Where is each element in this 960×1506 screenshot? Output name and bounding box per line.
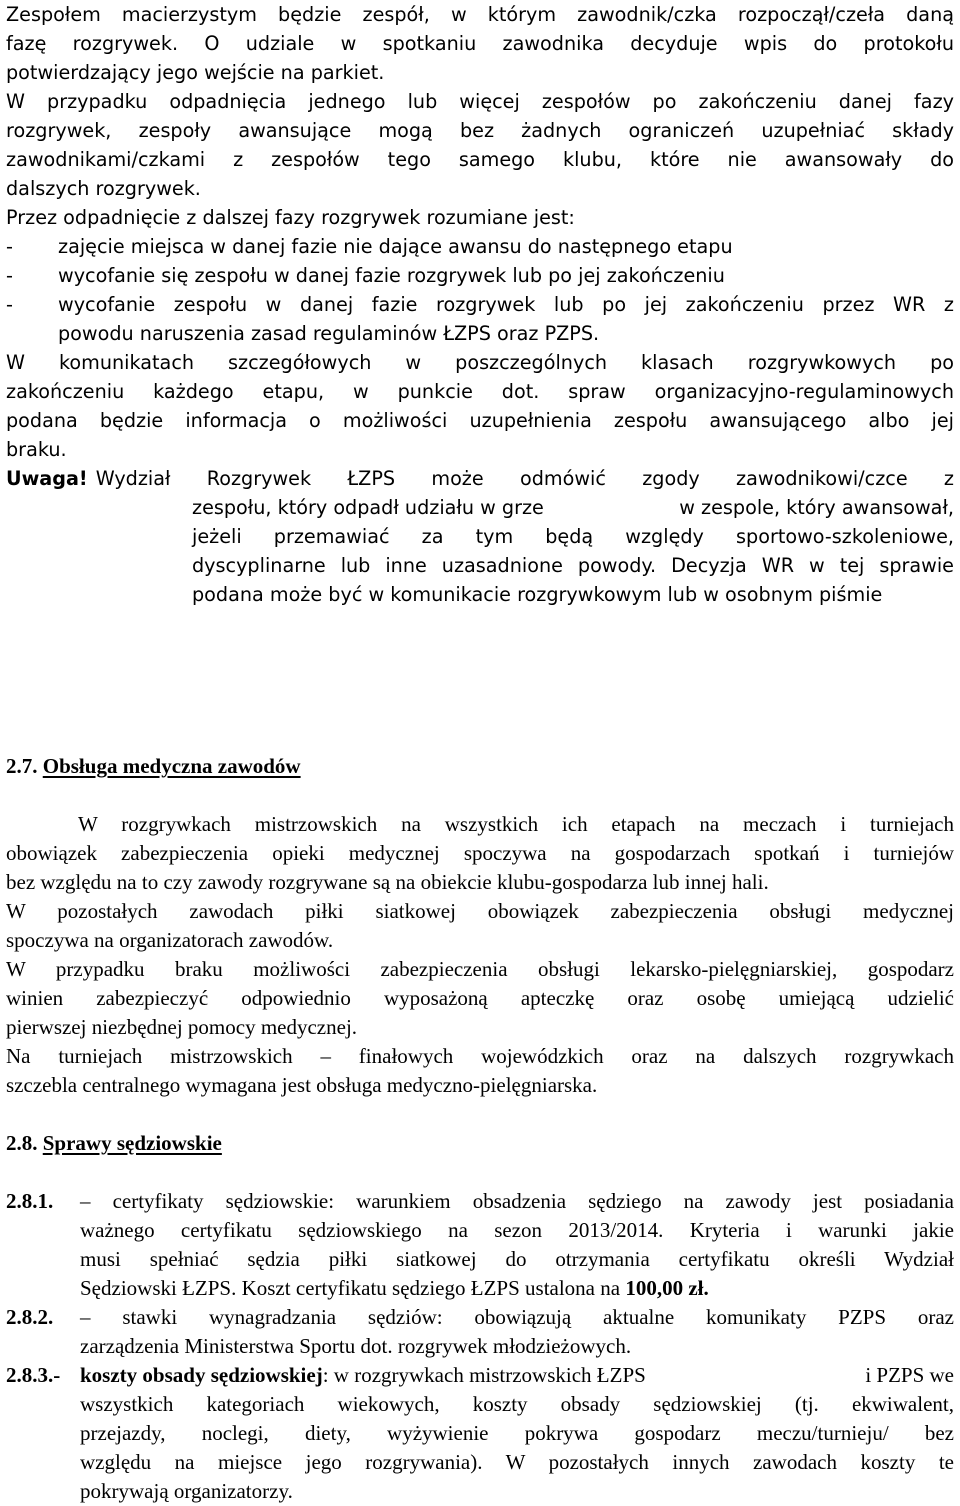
bold-lead: koszty obsady sędziowskiej <box>80 1363 323 1387</box>
text-line <box>80 1361 646 1390</box>
text-line: przejazdy, noclegi, diety, wyżywienie pokrywa gospodarz meczu/turnieju/ bez <box>80 1421 954 1445</box>
text-line: względu na miejsce jego rozgrywania). W pozostałych innych zawodach koszty te <box>80 1450 954 1474</box>
text-line: powodu naruszenia zasad regulaminów ŁZPS oraz PZPS. <box>58 322 600 345</box>
text-line <box>80 1274 954 1303</box>
text-line: winien zabezpieczyć odpowiednio wyposażoną apteczkę oraz osobę umiejącą udzielić <box>6 986 954 1010</box>
certificate-cost: 100,00 zł. <box>625 1276 709 1300</box>
text-line: w zespole, który awansował, <box>679 496 954 519</box>
text-line: podana będzie informacja o możliwości uzupełnienia zespołu awansującego albo jej <box>6 409 954 432</box>
list-text <box>58 290 954 348</box>
text-line: zawodnikami/czkami z zespołów tego samego klubu, które nie awansowały do <box>6 148 954 171</box>
text-line: Na turniejach mistrzowskich – finałowych wojewódzkich oraz na dalszych rozgrywkach <box>6 1044 954 1068</box>
text-fragment: i PZPS we <box>865 1363 954 1387</box>
list-text: zajęcie miejsca w danej fazie nie dające awansu do następnego etapu <box>58 235 733 258</box>
text-line: wycofanie zespołu w danej fazie rozgrywek lub po jej zakończeniu przez WR z <box>58 293 954 316</box>
text-line: zarządzenia Ministerstwa Sportu dot. rozgrywek młodzieżowych. <box>80 1334 632 1358</box>
paragraph-medical-3 <box>6 955 954 1042</box>
text-line: Wydział Rozgrywek ŁZPS może odmówić zgody zawodnikowi/czce z <box>95 467 954 490</box>
paragraph-medical-4 <box>6 1042 954 1100</box>
text-fragment: : w rozgrywkach mistrzowskich ŁZPS <box>322 1363 646 1387</box>
text-line: W przypadku odpadnięcia jednego lub więcej zespołów po zakończeniu danej fazy <box>6 90 954 113</box>
text-line: rozgrywek, zespoły awansujące mogą bez żadnych ograniczeń uzupełniać składy <box>6 119 954 142</box>
paragraph-komunikat <box>6 348 954 464</box>
subsection-2-8-1 <box>6 1187 954 1303</box>
list-dash: - <box>6 235 13 258</box>
list-text: wycofanie się zespołu w danej fazie rozgrywek lub po jej zakończeniu <box>58 264 725 287</box>
text-line: potwierdzający jego wejście na parkiet. <box>6 61 385 84</box>
text-line: braku. <box>6 438 67 461</box>
section-heading-2-7 <box>6 752 301 781</box>
text-line: zespołu, który odpadł udziału w grze <box>192 496 544 519</box>
uwaga-note <box>6 464 954 609</box>
subsection-2-8-2 <box>6 1303 954 1361</box>
subsection-number: 2.8.1. <box>6 1189 54 1213</box>
text-line: W rozgrywkach mistrzowskich na wszystkich ich etapach na meczach i turniejach <box>78 812 954 836</box>
section-title: Sprawy sędziowskie <box>42 1131 222 1155</box>
list-dash: - <box>6 293 13 316</box>
text-line: zakończeniu każdego etapu, w punkcie dot. spraw organizacyjno-regulaminowych <box>6 380 954 403</box>
text-line: spoczywa na organizatorach zawodów. <box>6 928 334 952</box>
text-line: W komunikatach szczegółowych w poszczególnych klasach rozgrywkowych po <box>6 351 954 374</box>
section-title: Obsługa medyczna zawodów <box>42 754 301 778</box>
subsection-number: 2.8.2. <box>6 1305 54 1329</box>
text-line: fazę rozgrywek. O udziale w spotkaniu zawodnika decyduje wpis do protokołu <box>6 32 954 55</box>
paragraph-medical-1 <box>6 810 954 897</box>
text-fragment: Sędziowski ŁZPS. Koszt certyfikatu sędziego ŁZPS ustalona na <box>80 1276 621 1300</box>
text-line: – certyfikaty sędziowskie: warunkiem obsadzenia sędziego na zawody jest posiadania <box>80 1189 954 1213</box>
text-line: dalszych rozgrywek. <box>6 177 201 200</box>
text-line: szczebla centralnego wymagana jest obsługa medyczno-pielęgniarska. <box>6 1073 598 1097</box>
uwaga-label: Uwaga! <box>6 467 88 490</box>
paragraph-home-team <box>6 0 954 87</box>
text-line: obowiązek zabezpieczenia opieki medycznej spoczywa na gospodarzach spotkań i turniejów <box>6 841 954 865</box>
section-number: 2.7. <box>6 754 38 778</box>
list-dash: - <box>6 264 13 287</box>
text-line: bez względu na to czy zawody rozgrywane są na obiekcie klubu-gospodarza lub innej hali. <box>6 870 769 894</box>
text-line: ważnego certyfikatu sędziowskiego na sezon 2013/2014. Kryteria i warunki jakie <box>80 1218 954 1242</box>
text-line: pierwszej niezbędnej pomocy medycznej. <box>6 1015 358 1039</box>
subsection-number: 2.8.3.- <box>6 1363 61 1387</box>
text-line: – stawki wynagradzania sędziów: obowiązują aktualne komunikaty PZPS oraz <box>80 1305 954 1329</box>
text-line: podana może być w komunikacie rozgrywkowym lub w osobnym piśmie <box>192 583 883 606</box>
text-line: musi spełniać sędzia piłki siatkowej do otrzymania certyfikatu określi Wydział <box>80 1247 954 1271</box>
paragraph-medical-2 <box>6 897 954 955</box>
text-line: wszystkich kategoriach wiekowych, koszty obsady sędziowskiej (tj. ekwiwalent, <box>80 1392 954 1416</box>
section-heading-2-8 <box>6 1129 222 1158</box>
text-line: W pozostałych zawodach piłki siatkowej obowiązek zabezpieczenia obsługi medycznej <box>6 899 954 923</box>
paragraph-definition-intro <box>6 203 954 232</box>
text-line: W przypadku braku możliwości zabezpieczenia obsługi lekarsko-pielęgniarskiej, gospodarz <box>6 957 954 981</box>
list-item <box>6 290 954 350</box>
text-line: Zespołem macierzystym będzie zespół, w którym zawodnik/czka rozpoczął/czeła daną <box>6 3 954 26</box>
text-line: pokrywają organizatorzy. <box>80 1479 293 1503</box>
subsection-2-8-3 <box>6 1361 954 1506</box>
paragraph-elimination <box>6 87 954 203</box>
section-number: 2.8. <box>6 1131 38 1155</box>
text-line: jeżeli przemawiać za tym będą względy sportowo-szkoleniowe, <box>192 525 954 548</box>
text-line: dyscyplinarne lub inne uzasadnione powody. Decyzja WR w tej sprawie <box>192 554 954 577</box>
text-line: Przez odpadnięcie z dalszej fazy rozgrywek rozumiane jest: <box>6 206 575 229</box>
